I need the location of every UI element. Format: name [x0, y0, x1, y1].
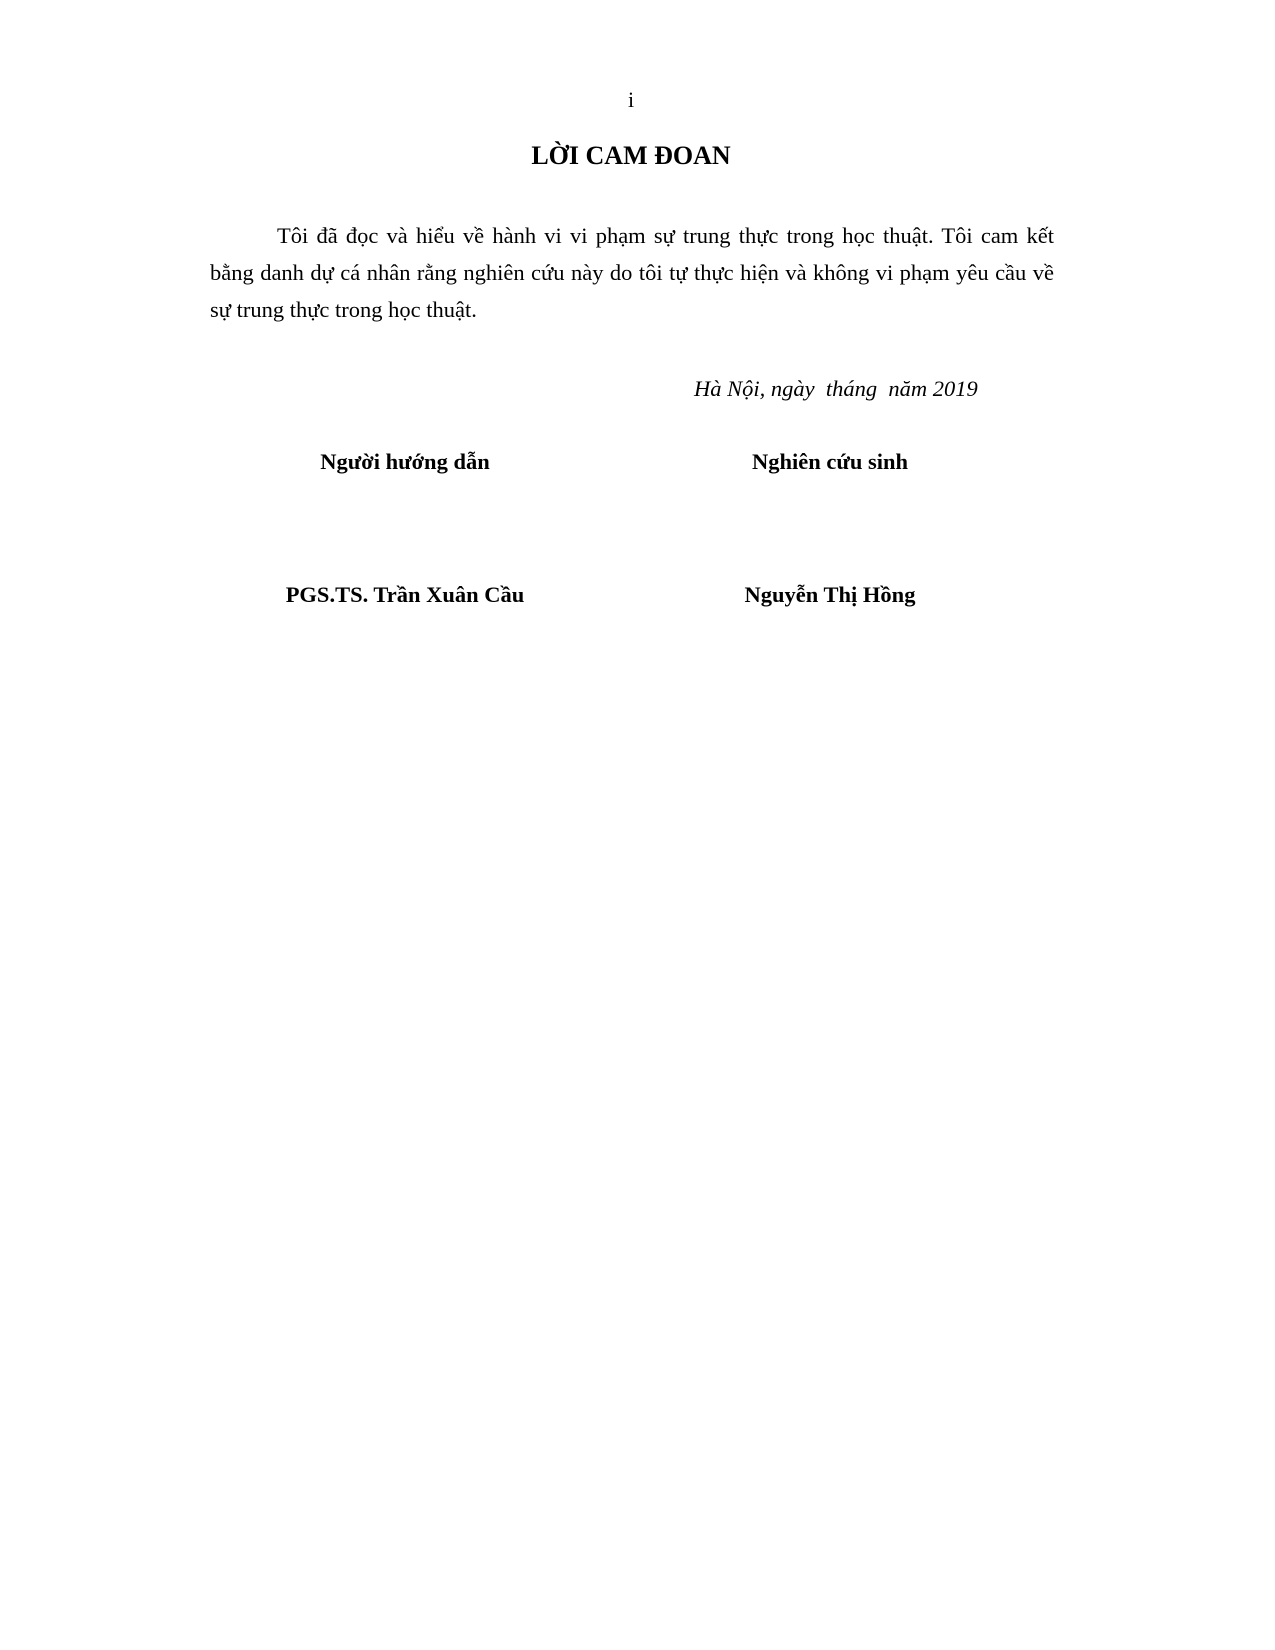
candidate-name: Nguyễn Thị Hồng [744, 582, 916, 607]
page-title: LỜI CAM ĐOAN [531, 141, 731, 170]
declaration-paragraph: Tôi đã đọc và hiểu về hành vi vi phạm sự trung thực trong học thuật. Tôi cam kết bằng danh dự cá nhân rằng nghiên cứu này do tôi tự thực hiện và không vi phạm yêu cầu về sự trung thực trong học thuật. [210, 223, 1054, 322]
place-date: Hà Nội, ngày tháng năm 2019 [694, 376, 978, 401]
page-number: i [627, 87, 635, 112]
candidate-role: Nghiên cứu sinh [751, 449, 909, 474]
supervisor-name: PGS.TS. Trần Xuân Cầu [285, 582, 525, 607]
supervisor-role: Người hướng dẫn [320, 449, 490, 474]
